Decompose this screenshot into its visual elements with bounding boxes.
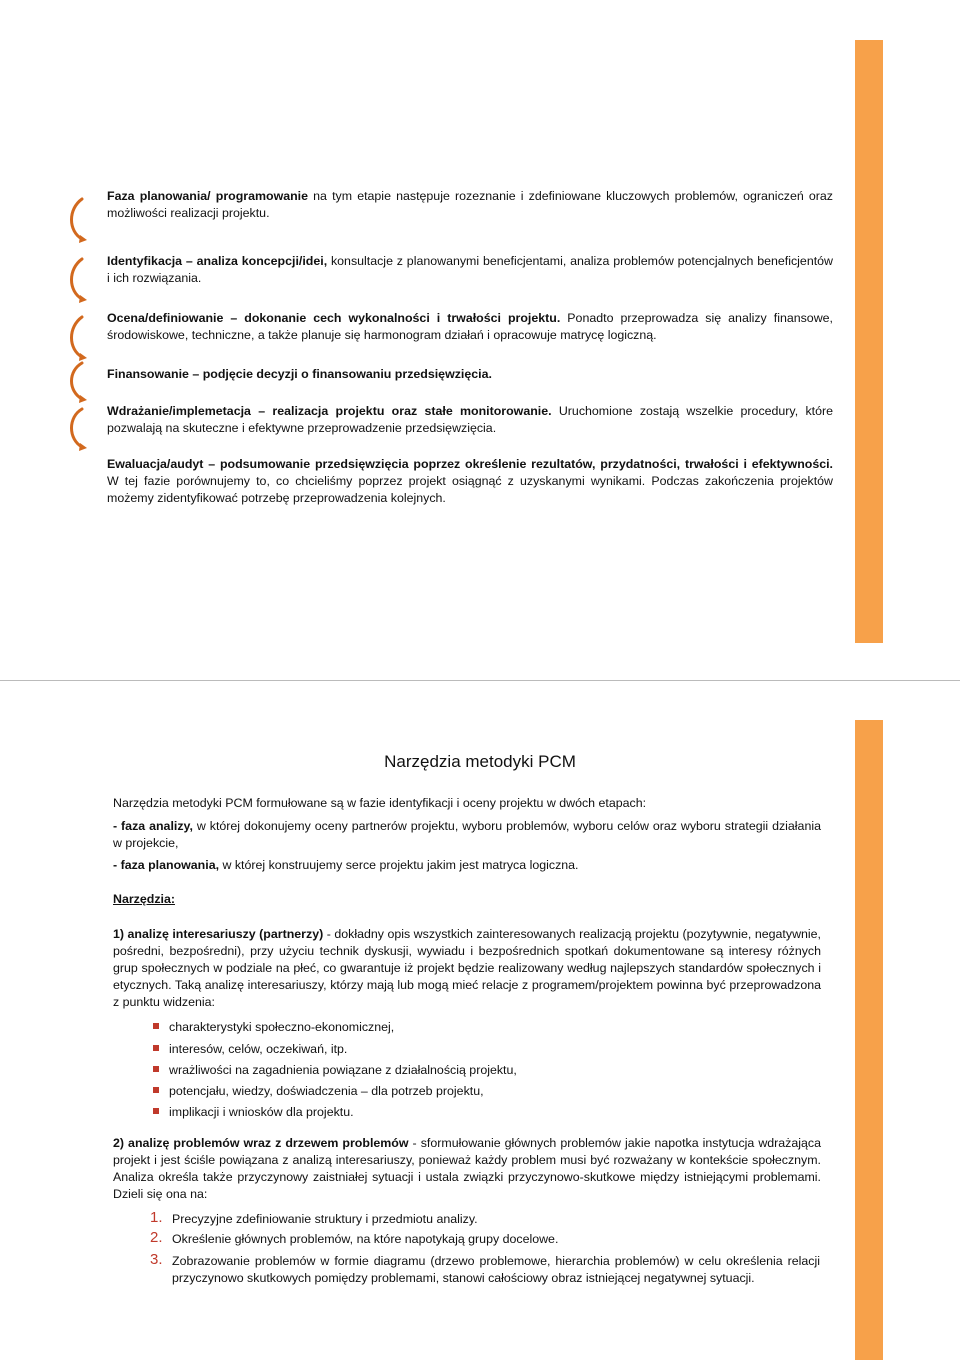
slide-project-cycle — [0, 0, 960, 681]
list-item: interesów, celów, oczekiwań, itp. — [153, 1041, 347, 1058]
stage-analysis: - faza analizy, w której dokonujemy oceny partnerów projektu, wyboru problemów, wyboru celów oraz wyboru strategii działania w projekcie, — [113, 819, 821, 850]
list-item: implikacji i wniosków dla projektu. — [153, 1104, 354, 1121]
numbered-item: 1. Precyzyjne zdefiniowanie struktury i przedmiotu analizy. — [150, 1209, 478, 1226]
square-bullet-icon — [153, 1045, 159, 1051]
square-bullet-icon — [153, 1108, 159, 1114]
phase-assessment: Ocena/definiowanie – dokonanie cech wykonalności i trwałości projektu. Ponadto przeprowadza się analizy finansowe, środowiskowe, techniczne, a także planuje się harmonogram działań i opracowuje matrycę logiczną. — [107, 311, 833, 342]
phase-financing: Finansowanie – podjęcie decyzji o finansowaniu przedsięwzięcia. — [107, 367, 492, 381]
stage-planning: - faza planowania, w której konstruujemy serce projektu jakim jest matryca logiczna. — [113, 858, 579, 872]
tool-problem-analysis: 2) analizę problemów wraz z drzewem problemów - sformułowanie głównych problemów jakie napotka instytucja wdrażająca projekt i jest ściśle powiązana z analizą interesariuszy, ponieważ każdy problem musi być rozważany w kontekście społecznym. Analiza określa także przyczynowy zaistniałej sytuacji i ustala związki przyczynowo-skutkowe między istniejącymi problemami. Dzieli się ona na: — [113, 1136, 821, 1201]
curved-arrow-icon — [66, 195, 96, 455]
square-bullet-icon — [153, 1087, 159, 1093]
list-item: charakterystyki społeczno-ekonomicznej, — [153, 1019, 394, 1036]
page-title: Narzędzia metodyki PCM — [384, 752, 576, 771]
square-bullet-icon — [153, 1066, 159, 1072]
phase-evaluation: Ewaluacja/audyt – podsumowanie przedsięwzięcia poprzez określenie rezultatów, przydatności, trwałości i efektywności. W tej fazie porównujemy to, co chcieliśmy poprzez projekt osiągnąć z uzyskanymi wynikami. Podczas zakończenia projektów możemy zidentyfikować potrzebę przeprowadzenia kolejnych. — [107, 457, 833, 505]
square-bullet-icon — [153, 1023, 159, 1029]
phase-identification: Identyfikacja – analiza koncepcji/idei, konsultacje z planowanymi beneficjentami, analiza problemów potencjalnych beneficjentów i ich rozwiązania. — [107, 254, 833, 285]
tools-heading: Narzędzia: — [113, 892, 175, 906]
numbered-item: 3. Zobrazowanie problemów w formie diagramu (drzewo problemowe, hierarchia problemów) w celu określenia relacji przyczynowo skutkowych pomiędzy problemami, stanowi całościowy obraz istniejącej negatywnej sytuacji. — [150, 1251, 820, 1285]
list-item: potencjału, wiedzy, doświadczenia – dla potrzeb projektu, — [153, 1083, 484, 1100]
phase-planning: Faza planowania/ programowanie na tym etapie następuje rozeznanie i zdefiniowane kluczowych problemów, ograniczeń oraz możliwości realizacji projektu. — [107, 189, 833, 220]
numbered-item: 2. Określenie głównych problemów, na które napotykają grupy docelowe. — [150, 1229, 559, 1246]
orange-accent-bar — [855, 40, 883, 643]
orange-accent-bar — [855, 720, 883, 1360]
phase-implementation: Wdrażanie/implemetacja – realizacja projektu oraz stałe monitorowanie. Uruchomione zostają wszelkie procedury, które pozwalają na skuteczne i efektywne przeprowadzenie przedsięwzięcia. — [107, 404, 833, 435]
list-item: wrażliwości na zagadnienia powiązane z działalnością projektu, — [153, 1062, 517, 1079]
intro-text: Narzędzia metodyki PCM formułowane są w fazie identyfikacji i oceny projektu w dwóch etapach: — [113, 796, 647, 810]
tool-stakeholder-analysis: 1) analizę interesariuszy (partnerzy) - dokładny opis wszystkich zainteresowanych realizacją projektu (pozytywnie, negatywnie, pośredni, bezpośredni), przy użyciu technik dyskusji, wywiadu i bezpośrednich spotkań dokumentowane są interesy różnych grup społecznych w podziale na płeć, co gwarantuje iż projekt będzie realizowany według najlepszych standardów społecznych i etycznych. Taką analizę interesariuszy, którzy mają lub mogą mieć relacje z programem/projektem powinna być przeprowadzona z punktu widzenia: — [113, 927, 821, 1009]
